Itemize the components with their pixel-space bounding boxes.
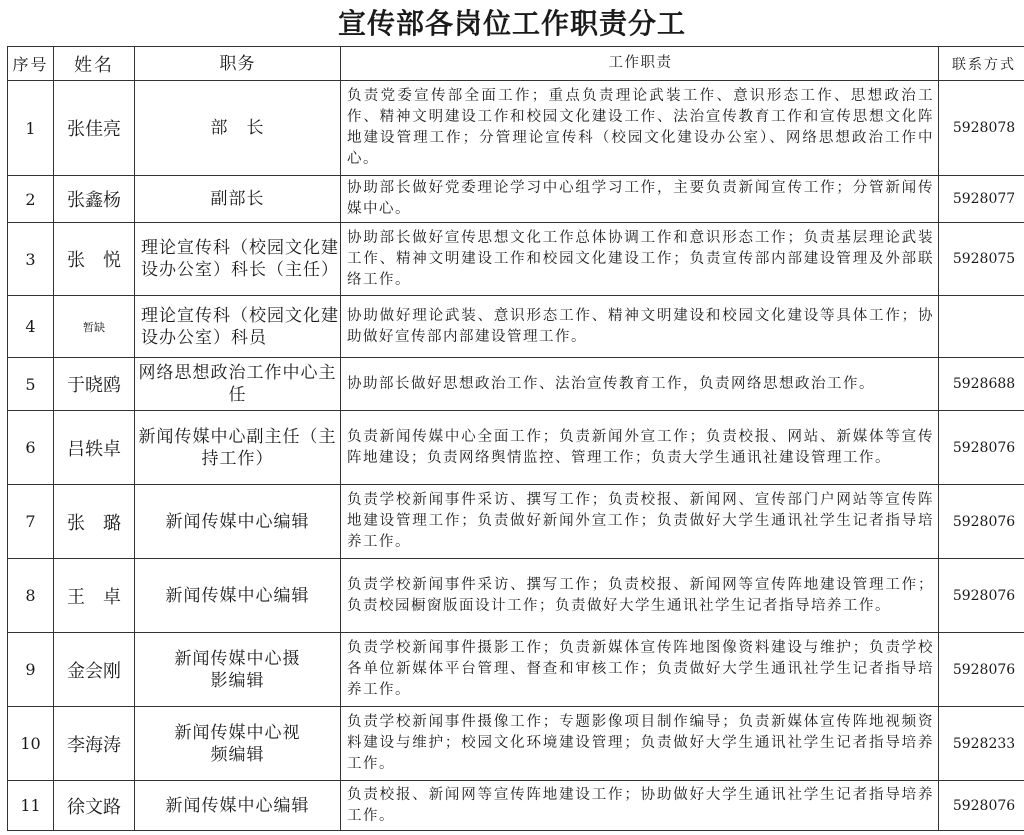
row-tel: 5928075	[939, 223, 1024, 296]
row-name: 李海涛	[54, 707, 135, 781]
row-duty: 负责学校新闻事件采访、撰写工作；负责校报、新闻网、宣传部门户网站等宣传阵地建设管理工作；负责做好新闻外宣工作；负责做好大学生通讯社学生记者指导培养工作。	[341, 485, 939, 559]
row-position: 新闻传媒中心编辑	[135, 485, 341, 559]
row-name: 张 璐	[54, 485, 135, 559]
row-tel: 5928233	[939, 707, 1024, 781]
header-position: 职务	[135, 47, 341, 81]
row-position: 新闻传媒中心视频编辑	[135, 707, 341, 781]
row-tel	[939, 296, 1024, 358]
row-duty: 负责学校新闻事件采访、撰写工作；负责校报、新闻网等宣传阵地建设管理工作；负责校园橱窗版面设计工作；负责做好大学生通讯社学生记者指导培养工作。	[341, 559, 939, 633]
row-no: 11	[8, 781, 54, 831]
header-no: 序号	[8, 47, 54, 81]
row-position: 部 长	[135, 81, 341, 176]
row-name: 张鑫杨	[54, 176, 135, 223]
row-name: 张 悦	[54, 223, 135, 296]
duty-table	[7, 46, 1024, 831]
row-tel: 5928077	[939, 176, 1024, 223]
table-row	[8, 411, 1024, 485]
table-row	[8, 781, 1024, 831]
row-no: 1	[8, 81, 54, 176]
row-tel: 5928078	[939, 81, 1024, 176]
row-duty: 协助部长做好党委理论学习中心组学习工作，主要负责新闻宣传工作；分管新闻传媒中心。	[341, 176, 939, 223]
row-tel: 5928076	[939, 559, 1024, 633]
row-name: 于晓鸥	[54, 358, 135, 411]
row-position: 新闻传媒中心编辑	[135, 559, 341, 633]
table-row	[8, 81, 1024, 176]
row-duty: 负责党委宣传部全面工作；重点负责理论武装工作、意识形态工作、思想政治工作、精神文明建设工作和校园文化建设工作、法治宣传教育工作和宣传思想文化阵地建设管理工作；分管理论宣传科（校园文化建设办公室）、网络思想政治工作中心。	[341, 81, 939, 176]
table-row	[8, 559, 1024, 633]
table-row	[8, 176, 1024, 223]
row-position: 新闻传媒中心副主任（主持工作）	[135, 411, 341, 485]
row-no: 9	[8, 633, 54, 707]
page-title: 宣传部各岗位工作职责分工	[337, 7, 686, 40]
row-tel: 5928076	[939, 633, 1024, 707]
row-no: 10	[8, 707, 54, 781]
table-row	[8, 633, 1024, 707]
row-name: 暂缺	[54, 296, 135, 358]
row-position: 副部长	[135, 176, 341, 223]
row-tel: 5928076	[939, 485, 1024, 559]
row-no: 5	[8, 358, 54, 411]
row-name: 张佳亮	[54, 81, 135, 176]
row-no: 2	[8, 176, 54, 223]
table-row	[8, 485, 1024, 559]
row-position: 理论宣传科（校园文化建设办公室）科员	[135, 296, 341, 358]
row-duty: 协助做好理论武装、意识形态工作、精神文明建设和校园文化建设等具体工作；协助做好宣传部内部建设管理工作。	[341, 296, 939, 358]
row-duty: 负责学校新闻事件摄影工作；负责新媒体宣传阵地图像资料建设与维护；负责学校各单位新媒体平台管理、督查和审核工作；负责做好大学生通讯社学生记者指导培养工作。	[341, 633, 939, 707]
row-no: 7	[8, 485, 54, 559]
header-tel: 联系方式	[939, 47, 1024, 81]
row-position: 网络思想政治工作中心主任	[135, 358, 341, 411]
row-no: 8	[8, 559, 54, 633]
table-row	[8, 707, 1024, 781]
row-tel: 5928076	[939, 411, 1024, 485]
row-name: 王 卓	[54, 559, 135, 633]
table-row	[8, 296, 1024, 358]
header-name: 姓名	[54, 47, 135, 81]
row-name: 金会刚	[54, 633, 135, 707]
table-row	[8, 223, 1024, 296]
row-no: 3	[8, 223, 54, 296]
row-duty: 负责新闻传媒中心全面工作；负责新闻外宣工作；负责校报、网站、新媒体等宣传阵地建设；负责网络舆情监控、管理工作；负责大学生通讯社建设管理工作。	[341, 411, 939, 485]
row-tel: 5928076	[939, 781, 1024, 831]
row-name: 吕轶卓	[54, 411, 135, 485]
table-row	[8, 358, 1024, 411]
row-position: 新闻传媒中心编辑	[135, 781, 341, 831]
row-duty: 协助部长做好思想政治工作、法治宣传教育工作，负责网络思想政治工作。	[341, 358, 939, 411]
row-position: 理论宣传科（校园文化建设办公室）科长（主任）	[135, 223, 341, 296]
row-duty: 负责学校新闻事件摄像工作；专题影像项目制作编导；负责新媒体宣传阵地视频资料建设与维护；校园文化环境建设管理；负责做好大学生通讯社学生记者指导培养工作。	[341, 707, 939, 781]
row-duty: 协助部长做好宣传思想文化工作总体协调工作和意识形态工作；负责基层理论武装工作、精神文明建设工作和校园文化建设工作；负责宣传部内部建设管理及外部联络工作。	[341, 223, 939, 296]
row-no: 4	[8, 296, 54, 358]
row-tel: 5928688	[939, 358, 1024, 411]
row-position: 新闻传媒中心摄影编辑	[135, 633, 341, 707]
row-no: 6	[8, 411, 54, 485]
header-duty: 工作职责	[341, 47, 939, 81]
row-duty: 负责校报、新闻网等宣传阵地建设工作；协助做好大学生通讯社学生记者指导培养工作。	[341, 781, 939, 831]
row-name: 徐文路	[54, 781, 135, 831]
table-header-row	[8, 47, 1024, 81]
